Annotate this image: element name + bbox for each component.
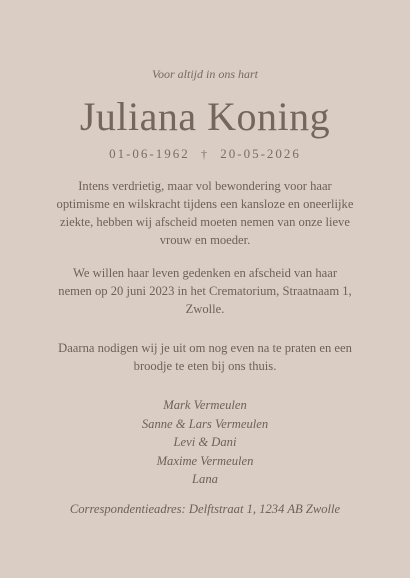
cross-icon: †: [201, 147, 209, 161]
signer: Mark Vermeulen: [163, 398, 247, 412]
correspondence-address: Correspondentieadres: Delftstraat 1, 1234 AB Zwolle: [69, 502, 341, 516]
signer: Maxime Vermeulen: [156, 453, 254, 468]
announcement-paragraph: Intens verdrietig, maar vol bewondering voor haar optimisme en wilskracht tijdens een kansloze en oneerlijke ziekte, hebben wij afscheid moeten nemen van onze lieve vrouw en moeder.: [56, 179, 354, 247]
life-dates: [0, 146, 410, 162]
signer: Sanne & Lars Vermeulen: [141, 416, 269, 431]
invitation-paragraph: Daarna nodigen wij je uit om nog even na te praten en een broodje te eten bij ons thuis.: [58, 341, 352, 373]
tagline: Voor altijd in ons hart: [151, 67, 258, 81]
birth-date: 01-06-1962: [109, 146, 190, 161]
death-date: 20-05-2026: [220, 146, 301, 161]
signer: Levi & Dani: [173, 435, 237, 449]
deceased-name: Juliana Koning: [79, 94, 331, 139]
signers-list: [0, 396, 410, 489]
signer: Lana: [192, 472, 218, 486]
ceremony-paragraph: We willen haar leven gedenken en afscheid van haar nemen op 20 juni 2023 in het Crematorium, Straatnaam 1, Zwolle.: [58, 266, 352, 316]
